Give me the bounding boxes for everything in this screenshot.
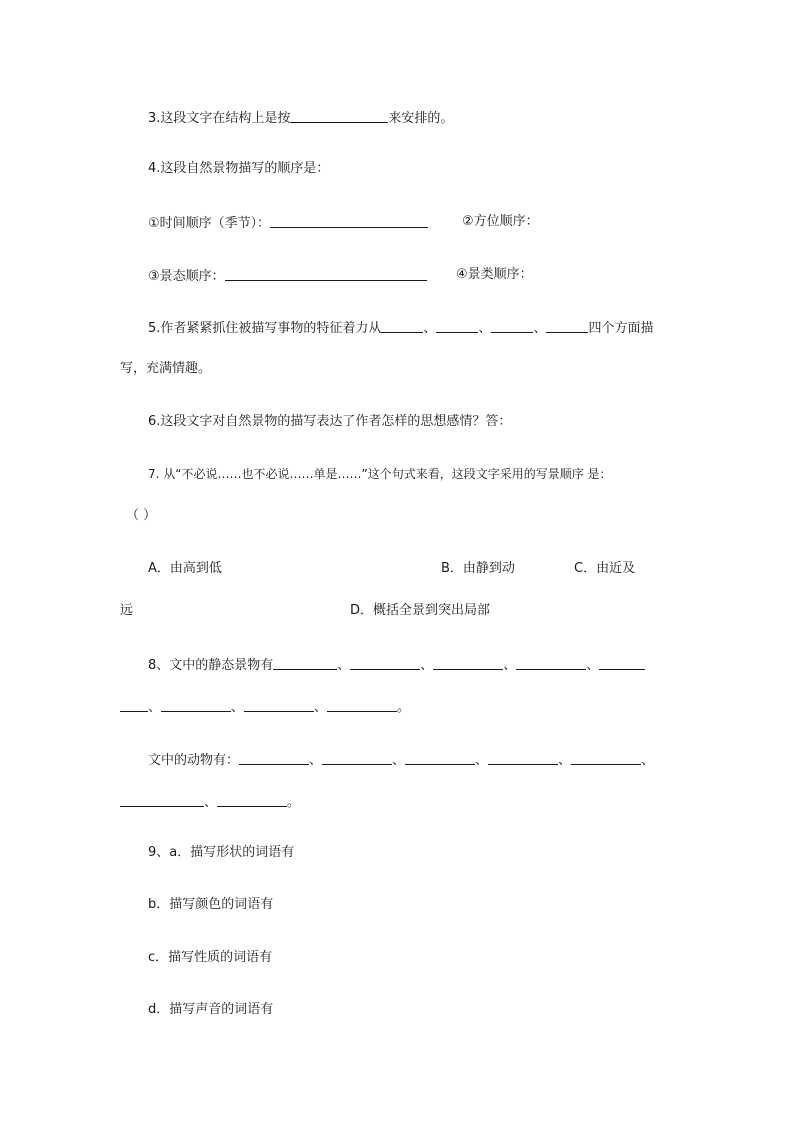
q4-state-label: ③景态顺序： [148, 269, 225, 284]
q8-static-blank-2[interactable] [350, 655, 420, 670]
q5-line2: 写，充满情趣。 [120, 361, 212, 376]
question-4-title: 4.这段自然景物描写的顺序是： [148, 161, 330, 176]
q4-time-order [148, 213, 428, 233]
q7-option-d[interactable]: D．概括全景到突出局部 [350, 603, 491, 618]
q8-separator: 、 [558, 753, 572, 768]
q3-answer-blank[interactable] [290, 108, 388, 123]
q8-end: 。 [287, 795, 301, 810]
q8-end: 。 [397, 700, 411, 715]
q4-time-label: ①时间顺序（季节）： [148, 216, 271, 231]
q8-separator: 、 [392, 753, 406, 768]
q9-a-shape-words: 9、a．描写形状的词语有 [148, 845, 295, 860]
q8-animals-label: 文中的动物有： [148, 753, 240, 768]
q8-separator: 、 [309, 753, 323, 768]
q8-static-blank-3[interactable] [433, 655, 503, 670]
q4-state-order [148, 266, 427, 286]
q8-animal-blank-5[interactable] [571, 750, 641, 765]
q8-separator: 、 [148, 700, 162, 715]
q8-animal-blank-2[interactable] [322, 750, 392, 765]
q8-animal-blank-4[interactable] [488, 750, 558, 765]
q4-direction-label: ②方位顺序： [462, 214, 539, 229]
q8-animal-blank-3[interactable] [405, 750, 475, 765]
q5-separator: 、 [478, 321, 492, 336]
q8-static-blank-4[interactable] [516, 655, 586, 670]
q5-blank-1[interactable] [381, 318, 423, 333]
q8-separator: 、 [641, 753, 655, 768]
q7-option-c-cont: 远 [120, 603, 134, 618]
q9-d-sound-words: d．描写声音的词语有 [148, 1002, 274, 1017]
q8-separator: 、 [337, 658, 351, 673]
q8-static-blank-5[interactable] [599, 655, 645, 670]
q7-answer-paren[interactable]: （ ） [126, 508, 157, 523]
q5-blank-4[interactable] [546, 318, 588, 333]
q4-time-blank[interactable] [270, 213, 428, 228]
q8-separator: 、 [586, 658, 600, 673]
q5-blank-2[interactable] [436, 318, 478, 333]
q7-option-b[interactable]: B．由静到动 [441, 561, 515, 576]
q5-blank-3[interactable] [491, 318, 533, 333]
q8-animal-blank-1[interactable] [239, 750, 309, 765]
q8-static-line2 [120, 697, 410, 717]
q8-separator: 、 [314, 700, 328, 715]
q5-separator: 、 [533, 321, 547, 336]
q5-separator: 、 [423, 321, 437, 336]
q3-prefix: 3.这段文字在结构上是按 [148, 111, 291, 126]
q9-b-color-words: b．描写颜色的词语有 [148, 897, 274, 912]
q9-c-property-words: c．描写性质的词语有 [148, 950, 273, 965]
q4-state-blank[interactable] [225, 266, 427, 281]
q3-suffix: 来安排的。 [388, 111, 454, 126]
q8-static-blank-7[interactable] [244, 697, 314, 712]
q8-static-blank-8[interactable] [327, 697, 397, 712]
q8-separator: 、 [420, 658, 434, 673]
q4-type-label: ④景类顺序： [456, 267, 533, 282]
q8-static-blank-1[interactable] [273, 655, 337, 670]
q8-animal-blank-7[interactable] [217, 792, 287, 807]
q7-option-a[interactable]: A．由高到低 [148, 561, 222, 576]
question-7: 7. 从“不必说……也不必说……单是……”这个句式来看，这段文字采用的写景顺序 是： [148, 467, 612, 481]
question-8-animals [148, 750, 654, 770]
q5-suffix: 四个方面描 [588, 321, 654, 336]
q7-option-c[interactable]: C．由近及 [574, 561, 636, 576]
question-6: 6.这段文字对自然景物的描写表达了作者怎样的思想感情？答： [148, 414, 512, 429]
q8-animal-blank-6[interactable] [120, 792, 204, 807]
q8-prefix: 8、文中的静态景物有 [148, 658, 274, 673]
q8-static-blank-6[interactable] [161, 697, 231, 712]
q8-separator: 、 [475, 753, 489, 768]
q5-prefix: 5.作者紧紧抓住被描写事物的特征着力从 [148, 321, 382, 336]
q8-separator: 、 [204, 795, 218, 810]
q8-static-blank-5-cont[interactable] [120, 697, 148, 712]
question-3 [148, 108, 453, 128]
q8-animals-line2 [120, 792, 300, 812]
question-8-static [148, 655, 645, 675]
q8-separator: 、 [503, 658, 517, 673]
q8-separator: 、 [231, 700, 245, 715]
question-5 [148, 318, 653, 338]
